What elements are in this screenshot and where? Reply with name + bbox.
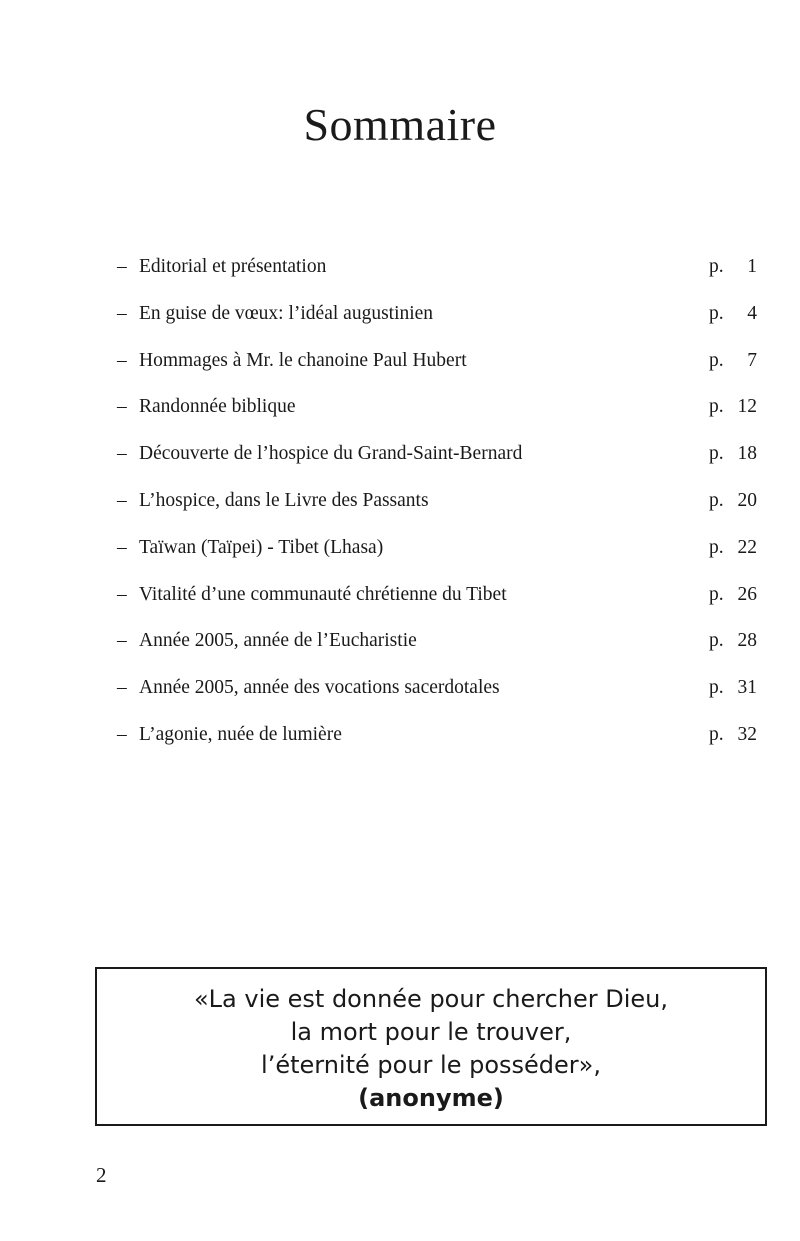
toc-entry [117, 252, 757, 299]
toc-entry [117, 720, 757, 767]
toc-entry-page-number: 22 [737, 536, 757, 558]
toc-entry-title: Taïwan (Taïpei) - Tibet (Lhasa) [139, 536, 384, 558]
toc-entry-dash: – [117, 489, 127, 511]
toc-entry-dash: – [117, 349, 127, 371]
toc-entry [117, 392, 757, 439]
toc-entry-title: L’agonie, nuée de lumière [139, 723, 342, 745]
toc-entry-dash: – [117, 302, 127, 324]
toc-entry [117, 439, 757, 486]
toc-entry-page-prefix: p. [709, 256, 724, 277]
quote-line: «La vie est donnée pour chercher Dieu, [193, 985, 669, 1013]
toc-entry-dash: – [117, 630, 127, 652]
toc-entry-page-prefix: p. [709, 536, 724, 558]
toc-entry-dash: – [117, 536, 127, 558]
toc-entry [117, 673, 757, 720]
quote-box [95, 967, 767, 1126]
toc-entry-dash: – [117, 723, 127, 745]
toc-entry-page-prefix: p. [709, 302, 724, 324]
toc-entry-dash: – [117, 583, 127, 605]
toc-entry-page-prefix: p. [709, 677, 724, 699]
toc-entry-page-prefix: p. [709, 723, 724, 745]
toc-entry-page-number: 28 [737, 630, 757, 652]
toc-entry-page-number: 1 [747, 256, 757, 277]
toc-entry-title: Année 2005, année des vocations sacerdotales [139, 677, 500, 699]
toc-entry [117, 299, 757, 346]
toc-entry-dash: – [117, 396, 127, 418]
toc-entry-title: Hommages à Mr. le chanoine Paul Hubert [139, 349, 467, 371]
toc-entry-page-number: 4 [747, 302, 757, 324]
toc-entry-title: L’hospice, dans le Livre des Passants [139, 489, 429, 511]
toc-entry [117, 346, 757, 393]
table-of-contents [117, 252, 757, 767]
toc-entry-page-prefix: p. [709, 583, 724, 605]
toc-entry-page-prefix: p. [709, 396, 724, 418]
toc-entry-page-number: 31 [737, 677, 757, 699]
quote-line: l’éternité pour le posséder», [261, 1051, 601, 1079]
toc-entry-page-number: 20 [737, 489, 757, 511]
toc-entry-page-prefix: p. [709, 630, 724, 652]
toc-entry-page-prefix: p. [709, 489, 724, 511]
toc-entry-page-number: 7 [747, 349, 757, 371]
page-number: 2 [96, 1163, 107, 1187]
toc-entry-dash: – [117, 443, 127, 465]
toc-entry-title: Randonnée biblique [139, 396, 296, 418]
toc-entry-page-number: 26 [737, 583, 757, 605]
toc-entry [117, 486, 757, 533]
toc-entry-page-prefix: p. [709, 443, 724, 465]
toc-entry-dash: – [117, 677, 127, 699]
toc-entry-dash: – [117, 256, 127, 277]
toc-entry [117, 533, 757, 580]
quote-line: la mort pour le trouver, [290, 1018, 572, 1046]
toc-entry-title: En guise de vœux: l’idéal augustinien [139, 302, 434, 324]
toc-entry-title: Découverte de l’hospice du Grand-Saint-Bernard [139, 443, 523, 465]
toc-entry-page-number: 12 [737, 396, 757, 418]
toc-entry-title: Editorial et présentation [139, 256, 327, 277]
toc-entry-title: Vitalité d’une communauté chrétienne du Tibet [139, 583, 507, 605]
toc-entry-title: Année 2005, année de l’Eucharistie [139, 630, 417, 652]
toc-entry-page-number: 18 [737, 443, 757, 465]
page-title: Sommaire [303, 99, 497, 150]
toc-entry-page-number: 32 [737, 723, 757, 745]
toc-entry [117, 580, 757, 627]
toc-entry-page-prefix: p. [709, 349, 724, 371]
toc-entry [117, 626, 757, 673]
quote-author: (anonyme) [358, 1084, 504, 1112]
